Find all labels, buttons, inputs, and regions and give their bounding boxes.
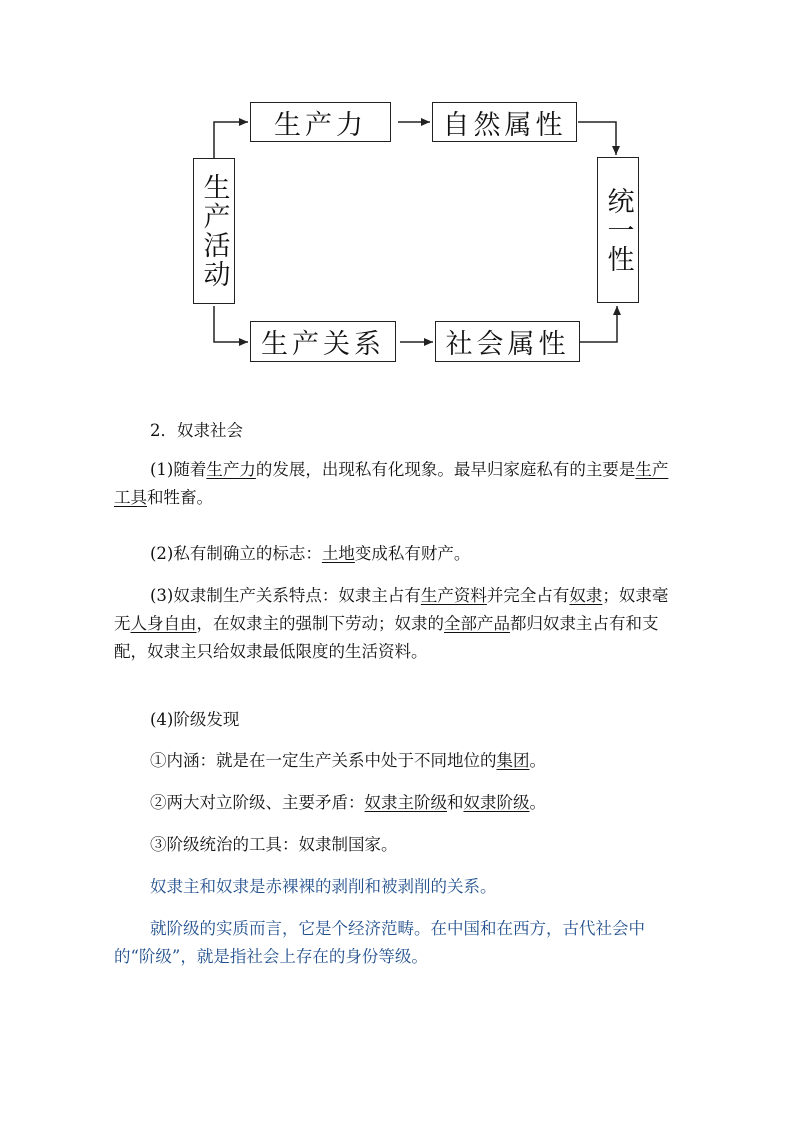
p4-1-underline: 集团 — [496, 751, 530, 770]
section-heading — [114, 417, 680, 445]
arrow-top-to-right — [578, 122, 616, 155]
paragraph-2 — [114, 540, 680, 568]
arrow-bottom-to-right — [580, 306, 617, 342]
diagram-arrows — [0, 0, 794, 400]
p3-prefix: (3)奴隶制生产关系特点：奴隶主占有 — [150, 586, 421, 605]
paragraph-4-3 — [114, 831, 680, 859]
p3-underline-3: 人身自由 — [130, 614, 197, 633]
paragraph-3 — [114, 582, 680, 666]
p4-1-prefix: ①内涵：就是在一定生产关系中处于不同地位的 — [150, 751, 497, 770]
p3-mid2: ；奴隶毫无 — [114, 586, 669, 633]
box-production-activity: 生产活动 — [193, 158, 235, 304]
paragraph-4-title — [114, 706, 680, 734]
arrow-left-to-top — [214, 122, 248, 158]
p3-underline-1: 生产资料 — [420, 586, 487, 605]
box-social-attribute: 社会属性 — [435, 321, 580, 362]
p4-2-underline-1: 奴隶主阶级 — [364, 793, 447, 812]
box-unity: 统一性 — [597, 157, 639, 303]
p1-prefix: (1)随着 — [150, 460, 207, 479]
concept-diagram — [0, 0, 794, 400]
p2-suffix: 变成私有财产。 — [354, 544, 471, 563]
p3-underline-4: 全部产品 — [444, 614, 510, 633]
box-productive-forces: 生产力 — [250, 102, 391, 142]
p2-prefix: (2)私有制确立的标志： — [150, 544, 322, 563]
note-1 — [114, 873, 680, 901]
paragraph-4-2 — [114, 789, 680, 817]
box-production-relations: 生产关系 — [250, 321, 396, 362]
p4-1-suffix: 。 — [529, 751, 546, 770]
box-natural-attribute: 自然属性 — [432, 102, 577, 142]
note-1-text: 奴隶主和奴隶是赤裸裸的剥削和被剥削的关系。 — [150, 877, 497, 896]
p4-2-mid: 和 — [447, 793, 464, 812]
p4-3-text: ③阶级统治的工具：奴隶制国家。 — [150, 835, 398, 854]
p3-suffix: 都归奴隶主占有和支配，奴隶主只给奴隶最低限度的生活资料。 — [114, 614, 659, 661]
p4-2-prefix: ②两大对立阶级、主要矛盾： — [150, 793, 365, 812]
p3-mid1: 并完全占有 — [486, 586, 570, 605]
p4-2-underline-2: 奴隶阶级 — [463, 793, 530, 812]
paragraph-4-1 — [114, 747, 680, 775]
note-2-text: 就阶级的实质而言，它是个经济范畴。在中国和在西方，古代社会中的“阶级”，就是指社会上存在的身份等级。 — [114, 919, 645, 966]
p1-mid: 的发展，出现私有化现象。最早归家庭私有的主要是 — [255, 460, 636, 479]
paragraph-1 — [114, 456, 680, 512]
section-heading-text: 2．奴隶社会 — [150, 421, 243, 440]
p4-2-suffix: 。 — [529, 793, 546, 812]
p2-underline-1: 土地 — [321, 544, 355, 563]
p3-mid3: ，在奴隶主的强制下劳动；奴隶的 — [196, 614, 444, 633]
p1-underline-1: 生产力 — [206, 460, 256, 479]
p4-title-text: (4)阶级发现 — [150, 710, 240, 729]
p1-suffix: 和牲畜。 — [147, 488, 213, 507]
p3-underline-2: 奴隶 — [569, 586, 603, 605]
p1-underline-2: 生产工具 — [114, 460, 669, 507]
note-2 — [114, 915, 680, 971]
arrow-left-to-bottom — [214, 306, 248, 342]
